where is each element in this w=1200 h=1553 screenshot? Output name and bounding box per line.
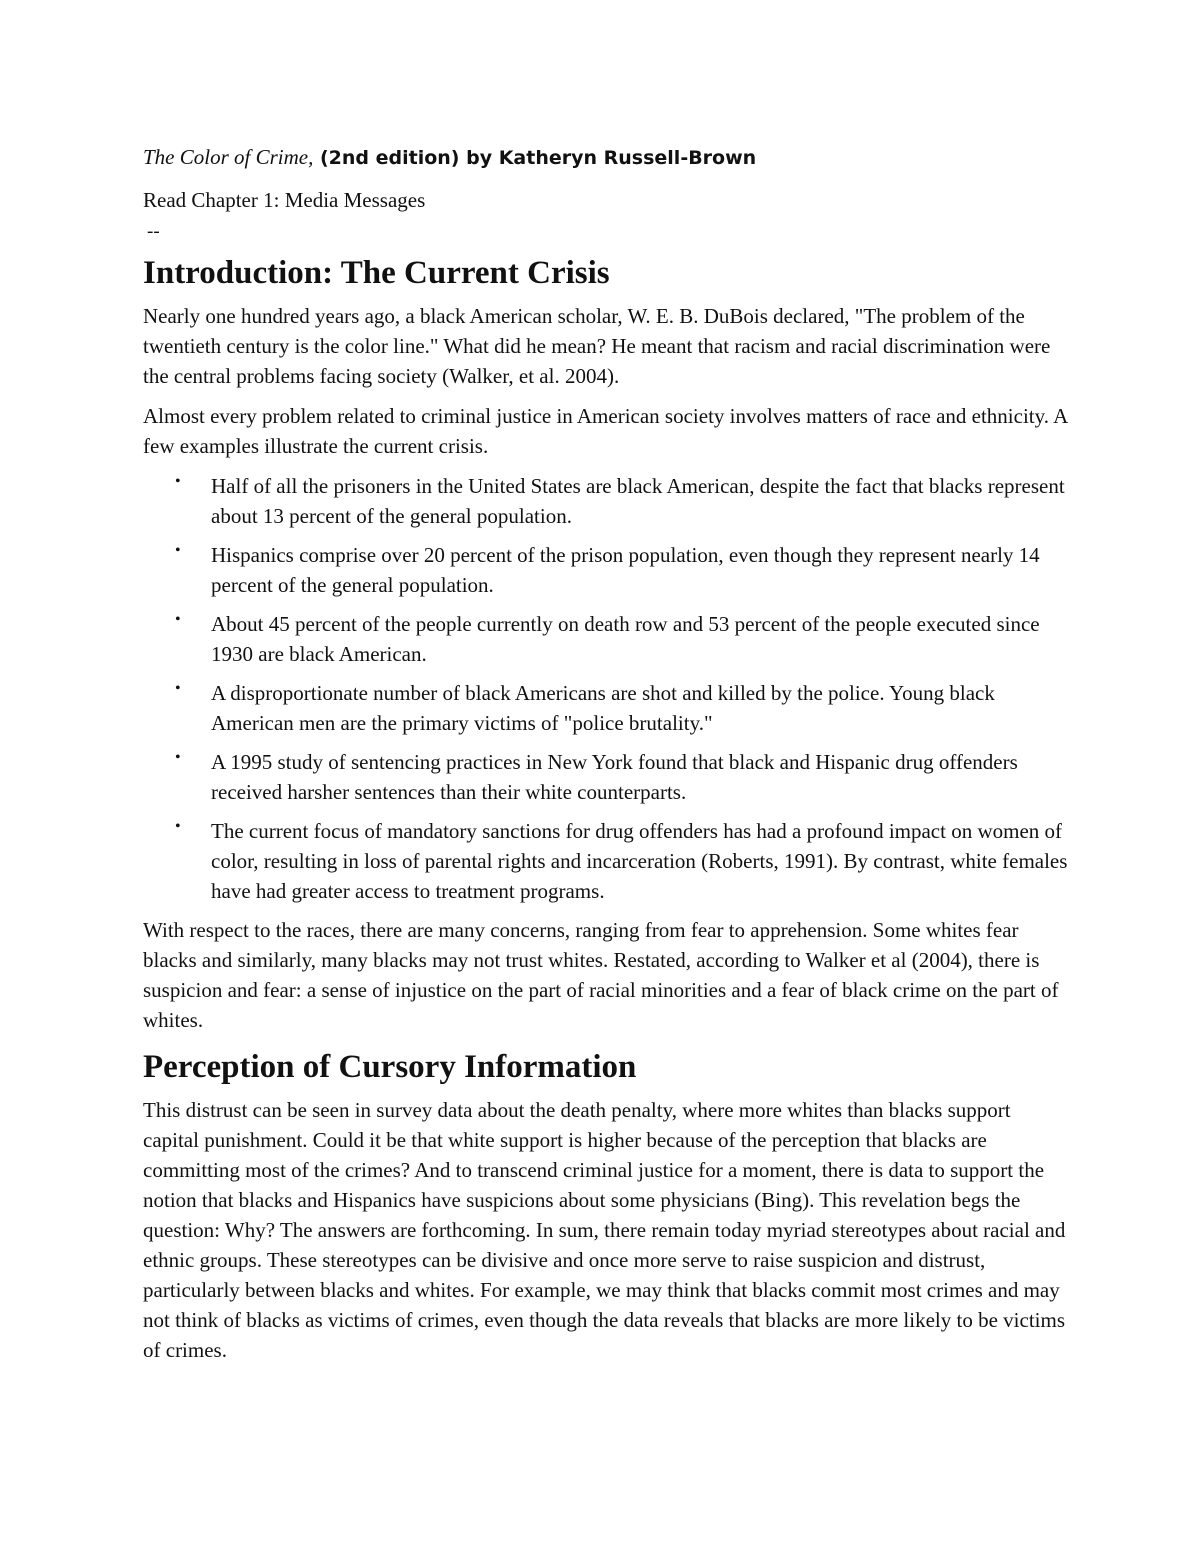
- list-item-text: A 1995 study of sentencing practices in New York found that black and Hispanic drug offenders received harsher sentences than their white counterparts.: [211, 750, 1018, 804]
- paragraph-race-concerns: With respect to the races, there are many concerns, ranging from fear to apprehension. Some whites fear blacks and similarly, many blacks may not trust whites. Restated, according to Walker et al (2004), there is suspicion and fear: a sense of injustice on the part of racial minorities and a fear of black crime on the part of whites.: [143, 918, 1059, 1032]
- reading-assignment: Read Chapter 1: Media Messages: [143, 188, 426, 212]
- crisis-examples-list: [143, 471, 1068, 906]
- section-heading-introduction: Introduction: The Current Crisis: [143, 255, 610, 291]
- bullet-icon: •: [175, 749, 181, 766]
- list-item-text: About 45 percent of the people currently on death row and 53 percent of the people executed since 1930 are black American.: [211, 612, 1040, 666]
- document-page: [143, 142, 1068, 1375]
- bullet-icon: •: [175, 542, 181, 559]
- bullet-icon: •: [175, 680, 181, 697]
- list-item: [143, 678, 1068, 738]
- list-item-text: Half of all the prisoners in the United States are black American, despite the fact that blacks represent about 13 percent of the general population.: [211, 474, 1065, 528]
- list-item: [143, 540, 1068, 600]
- bullet-icon: •: [175, 818, 181, 835]
- separator-dashes: --: [147, 221, 160, 242]
- paragraph-examples-intro: Almost every problem related to criminal justice in American society involves matters of race and ethnicity. A few examples illustrate the current crisis.: [143, 404, 1068, 458]
- book-citation: [143, 142, 1068, 173]
- list-item-text: Hispanics comprise over 20 percent of the prison population, even though they represent nearly 14 percent of the general population.: [211, 543, 1040, 597]
- bullet-icon: •: [175, 611, 181, 628]
- bullet-icon: •: [175, 473, 181, 490]
- list-item: [143, 747, 1068, 807]
- list-item: [143, 471, 1068, 531]
- book-title: The Color of Crime,: [143, 145, 314, 169]
- book-edition-author: (2nd edition) by Katheryn Russell-Brown: [313, 147, 757, 169]
- paragraph-distrust: This distrust can be seen in survey data about the death penalty, where more whites than blacks support capital punishment. Could it be that white support is higher because of the perception that blacks are committing most of the crimes? And to transcend criminal justice for a moment, there is data to support the notion that blacks and Hispanics have suspicions about some physicians (Bing). This revelation begs the question: Why? The answers are forthcoming. In sum, there remain today myriad stereotypes about racial and ethnic groups. These stereotypes can be divisive and once more serve to raise suspicion and distrust, particularly between blacks and whites. For example, we may think that blacks commit most crimes and may not think of blacks as victims of crimes, even though the data reveals that blacks are more likely to be victims of crimes.: [143, 1098, 1066, 1362]
- list-item: [143, 816, 1068, 906]
- paragraph-dubois: Nearly one hundred years ago, a black American scholar, W. E. B. DuBois declared, "The problem of the twentieth century is the color line." What did he mean? He meant that racism and racial discrimination were the central problems facing society (Walker, et al. 2004).: [143, 304, 1051, 388]
- list-item-text: The current focus of mandatory sanctions for drug offenders has had a profound impact on women of color, resulting in loss of parental rights and incarceration (Roberts, 1991). By contrast, white females have had greater access to treatment programs.: [211, 819, 1068, 903]
- list-item-text: A disproportionate number of black Americans are shot and killed by the police. Young black American men are the primary victims of "police brutality.": [211, 681, 995, 735]
- list-item: [143, 609, 1068, 669]
- section-heading-perception: Perception of Cursory Information: [143, 1049, 637, 1085]
